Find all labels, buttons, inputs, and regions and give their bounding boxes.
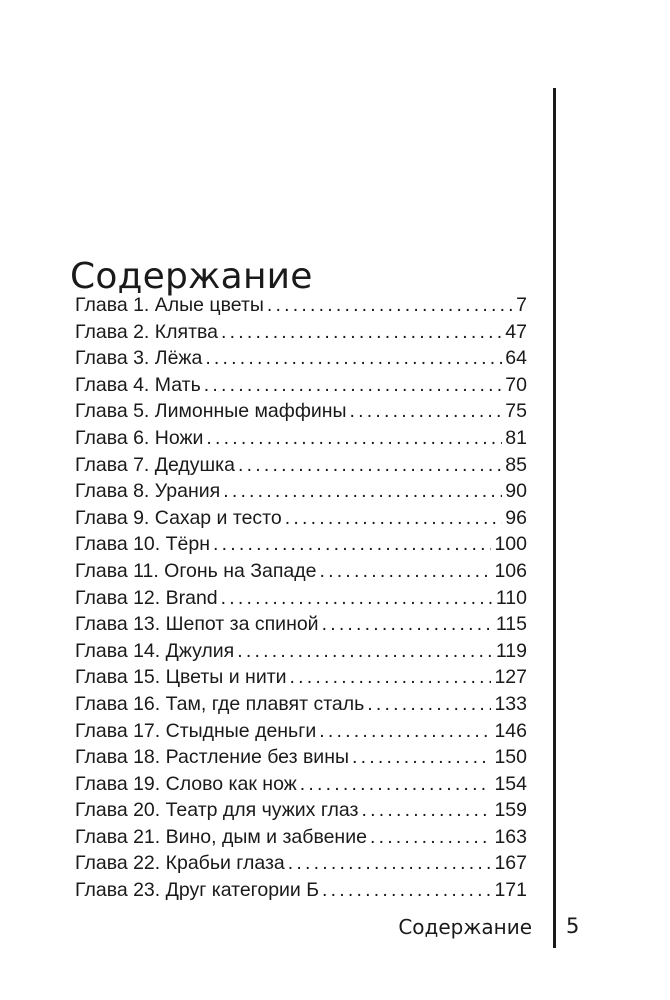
toc-entry-label: Глава 9. Сахар и тесто (75, 506, 282, 529)
toc-entry-label: Глава 22. Крабьи глаза (75, 852, 285, 875)
toc-entry-page: 106 (494, 559, 527, 582)
toc-entry (75, 558, 527, 585)
running-footer-section: Содержание (398, 915, 532, 939)
toc-entry-page: 100 (494, 533, 527, 556)
toc-entry (75, 877, 527, 904)
toc-entry-label: Глава 19. Слово как нож (75, 772, 297, 795)
toc-leader-dots (204, 372, 503, 399)
toc-entry-label: Глава 10. Тёрн (75, 533, 210, 556)
toc-entry (75, 744, 527, 771)
toc-entry (75, 797, 527, 824)
toc-entry-page: 90 (505, 480, 527, 503)
toc-entry (75, 718, 527, 745)
toc-entry (75, 372, 527, 399)
toc-entry-label: Глава 18. Растление без вины (75, 746, 349, 769)
toc-entry-label: Глава 20. Театр для чужих глаз (75, 799, 359, 822)
toc-entry-page: 7 (516, 294, 527, 316)
toc-entry (75, 585, 527, 612)
toc-leader-dots (361, 797, 491, 824)
toc-entry-page: 47 (505, 320, 527, 343)
toc-entry-label: Глава 3. Лёжа (75, 347, 203, 370)
toc-entry-page: 85 (505, 453, 527, 476)
toc-entry-label: Глава 4. Мать (75, 373, 201, 396)
toc-entry (75, 638, 527, 665)
toc-entry-page: 127 (494, 666, 527, 689)
toc-entry-label: Глава 17. Стыдные деньги (75, 719, 317, 742)
toc-entry (75, 452, 527, 479)
toc-leader-dots (322, 877, 491, 904)
toc-entry (75, 850, 527, 877)
toc-entry-page: 110 (495, 586, 527, 609)
toc-entry (75, 611, 527, 638)
toc-entry-label: Глава 6. Ножи (75, 426, 204, 449)
toc-leader-dots (300, 771, 492, 798)
toc-entry-page: 163 (494, 825, 527, 848)
toc-leader-dots (320, 558, 492, 585)
toc-entry-label: Глава 15. Цветы и нити (75, 666, 287, 689)
toc-entry-page: 171 (494, 879, 527, 902)
toc-leader-dots (285, 505, 503, 532)
toc-leader-dots (206, 425, 502, 452)
toc-entry-page: 159 (494, 799, 527, 822)
toc-entry-label: Глава 12. Brand (75, 586, 218, 609)
toc-entry-page: 64 (505, 347, 527, 370)
toc-entry-label: Глава 14. Джулия (75, 639, 235, 662)
toc-entry (75, 425, 527, 452)
toc-entry-page: 75 (505, 400, 527, 423)
toc-entry-page: 115 (495, 613, 527, 636)
toc-entry-page: 119 (495, 639, 527, 662)
toc-entry (75, 478, 527, 505)
vertical-rule (553, 88, 556, 948)
toc-entry-page: 150 (494, 746, 527, 769)
toc-entry-page: 146 (494, 719, 527, 742)
toc-leader-dots (290, 664, 492, 691)
toc-entry (75, 824, 527, 851)
toc-entry-label: Глава 13. Шепот за спиной (75, 613, 319, 636)
toc-leader-dots (319, 718, 491, 745)
toc-entry-label: Глава 11. Огонь на Западе (75, 559, 317, 582)
toc-entry-page: 70 (505, 373, 527, 396)
toc-entry (75, 345, 527, 372)
toc-entry (75, 691, 527, 718)
toc-leader-dots (213, 531, 491, 558)
toc-entry (75, 531, 527, 558)
toc-entry-label: Глава 2. Клятва (75, 320, 218, 343)
toc-entry-label: Глава 23. Друг категории Б (75, 879, 320, 902)
toc-leader-dots (322, 611, 493, 638)
toc-entry (75, 771, 527, 798)
toc-leader-dots (221, 585, 493, 612)
toc-leader-dots (238, 452, 502, 479)
toc-leader-dots (221, 319, 502, 346)
toc-leader-dots (350, 398, 503, 425)
toc-entry-label: Глава 16. Там, где плавят сталь (75, 692, 365, 715)
toc-leader-dots (205, 345, 502, 372)
toc-entry (75, 398, 527, 425)
toc-entry-label: Глава 1. Алые цветы (75, 294, 264, 316)
toc-leader-dots (223, 478, 502, 505)
toc-entry-label: Глава 8. Урания (75, 480, 221, 503)
toc-leader-dots (370, 824, 492, 851)
toc-entry-page: 96 (505, 506, 527, 529)
toc-entry (75, 664, 527, 691)
toc-entry (75, 505, 527, 532)
toc-leader-dots (267, 292, 513, 319)
toc-entry-page: 133 (494, 692, 527, 715)
toc-leader-dots (288, 850, 492, 877)
toc-entry-page: 154 (494, 772, 527, 795)
page-number: 5 (566, 914, 580, 938)
toc-entry-label: Глава 21. Вино, дым и забвение (75, 825, 367, 848)
toc-entry (75, 292, 527, 319)
toc-leader-dots (367, 691, 491, 718)
toc-leader-dots (352, 744, 491, 771)
toc-entry (75, 319, 527, 346)
table-of-contents (75, 292, 527, 904)
toc-entry-label: Глава 5. Лимонные маффины (75, 400, 347, 423)
toc-entry-label: Глава 7. Дедушка (75, 453, 235, 476)
toc-entry-page: 167 (494, 852, 527, 875)
toc-entry-page: 81 (505, 426, 527, 449)
toc-leader-dots (237, 638, 493, 665)
page-title: Содержание (70, 256, 313, 298)
